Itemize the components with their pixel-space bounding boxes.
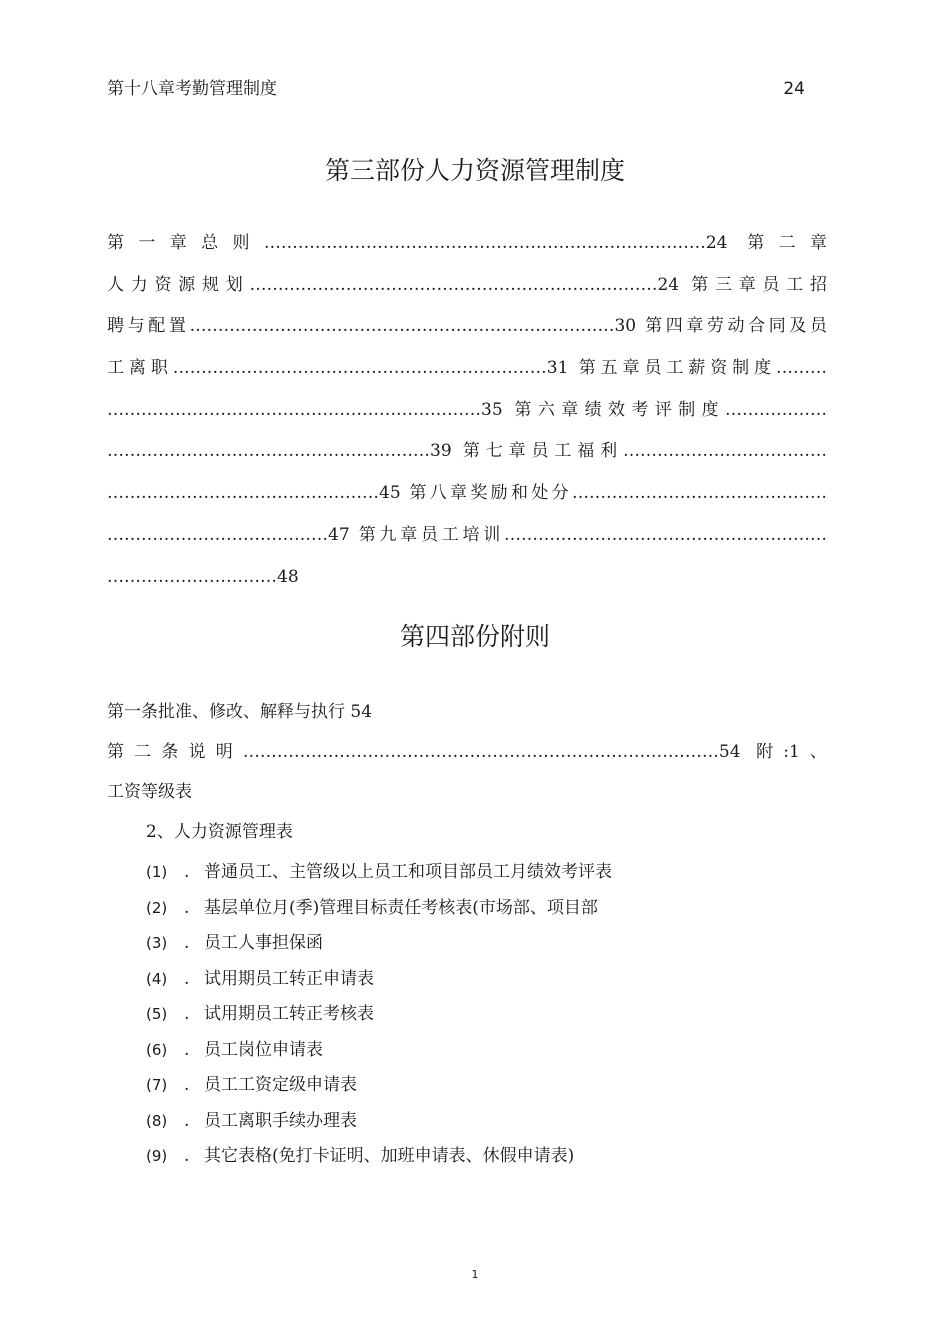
form-item (146, 1106, 612, 1142)
form-item-number: (6) (146, 1040, 168, 1059)
form-item (146, 999, 612, 1035)
form-item-dot: . (184, 1004, 190, 1024)
chapter-page-number: 24 (783, 79, 805, 99)
form-item-title: 其它表格(免打卡证明、加班申请表、休假申请表) (204, 1146, 575, 1166)
toc-line: …………………………48 (107, 566, 299, 587)
part4-clauses (107, 697, 827, 817)
form-item-dot: . (184, 968, 190, 989)
form-item-dot: . (184, 1110, 190, 1131)
form-item-number: (5) (146, 1005, 168, 1023)
form-item-dot: . (184, 862, 190, 882)
form-item (146, 893, 612, 929)
toc-line: 人力资源规划………………………………………………………………24 第三章员工招 (107, 274, 827, 295)
hr-forms-heading: 2、人力资源管理表 (146, 822, 293, 842)
form-item-number: (1) (146, 863, 168, 881)
page-number: 1 (471, 1268, 479, 1281)
form-item-number: (8) (146, 1111, 168, 1130)
part3-title: 第三部份人力资源管理制度 (324, 156, 625, 185)
toc-line: …………………………………………45 第八章奖励和处分……………………………………… (107, 483, 827, 504)
form-item-dot: . (184, 1075, 190, 1095)
form-item-title: 基层单位月(季)管理目标责任考核表(市场部、项目部 (204, 897, 598, 918)
form-item-dot: . (184, 1146, 190, 1166)
hr-forms-list (146, 857, 612, 1177)
toc-line: …………………………………………………39 第七章员工福利……………………………… (107, 441, 827, 462)
form-item (146, 1070, 612, 1106)
form-item-number: (4) (146, 969, 168, 988)
form-item-number: (9) (146, 1147, 168, 1165)
form-item (146, 964, 612, 1000)
form-item-number: (3) (146, 934, 168, 952)
form-item-title: 员工人事担保函 (204, 933, 323, 953)
chapter-entry: 第十八章考勤管理制度 (107, 79, 277, 99)
part3-table-of-contents (107, 228, 827, 603)
part4-title: 第四部份附则 (399, 622, 550, 651)
form-item (146, 928, 612, 964)
form-item-dot: . (184, 897, 190, 918)
toc-line: 工离职…………………………………………………………31 第五章员工薪资制度……… (107, 358, 827, 379)
clause-line: 第一条批准、修改、解释与执行 54 (107, 702, 373, 722)
form-item-title: 员工岗位申请表 (204, 1039, 323, 1060)
form-item-dot: . (184, 1039, 190, 1060)
toc-line: 聘与配置…………………………………………………………………30 第四章劳动合同及员 (107, 316, 827, 337)
form-item (146, 857, 612, 893)
form-item-title: 普通员工、主管级以上员工和项目部员工月绩效考评表 (204, 862, 612, 882)
form-item-title: 员工工资定级申请表 (204, 1075, 357, 1095)
form-item-number: (7) (146, 1076, 168, 1094)
toc-line: …………………………………………………………35 第六章绩效考评制度……………… (107, 399, 827, 420)
form-item-title: 试用期员工转正申请表 (204, 968, 374, 989)
toc-line: …………………………………47 第九章员工培训………………………………………………… (107, 524, 827, 545)
toc-line: 第一章总则……………………………………………………………………24 第二章 (107, 233, 827, 253)
clause-line: 工资等级表 (107, 782, 192, 802)
form-item-number: (2) (146, 898, 168, 917)
form-item-title: 员工离职手续办理表 (204, 1110, 357, 1131)
form-item-title: 试用期员工转正考核表 (204, 1004, 374, 1024)
form-item-dot: . (184, 933, 190, 953)
clause-line: 第二条说明…………………………………………………………………………54 附:1、 (107, 742, 827, 762)
form-item (146, 1141, 612, 1177)
form-item (146, 1035, 612, 1071)
